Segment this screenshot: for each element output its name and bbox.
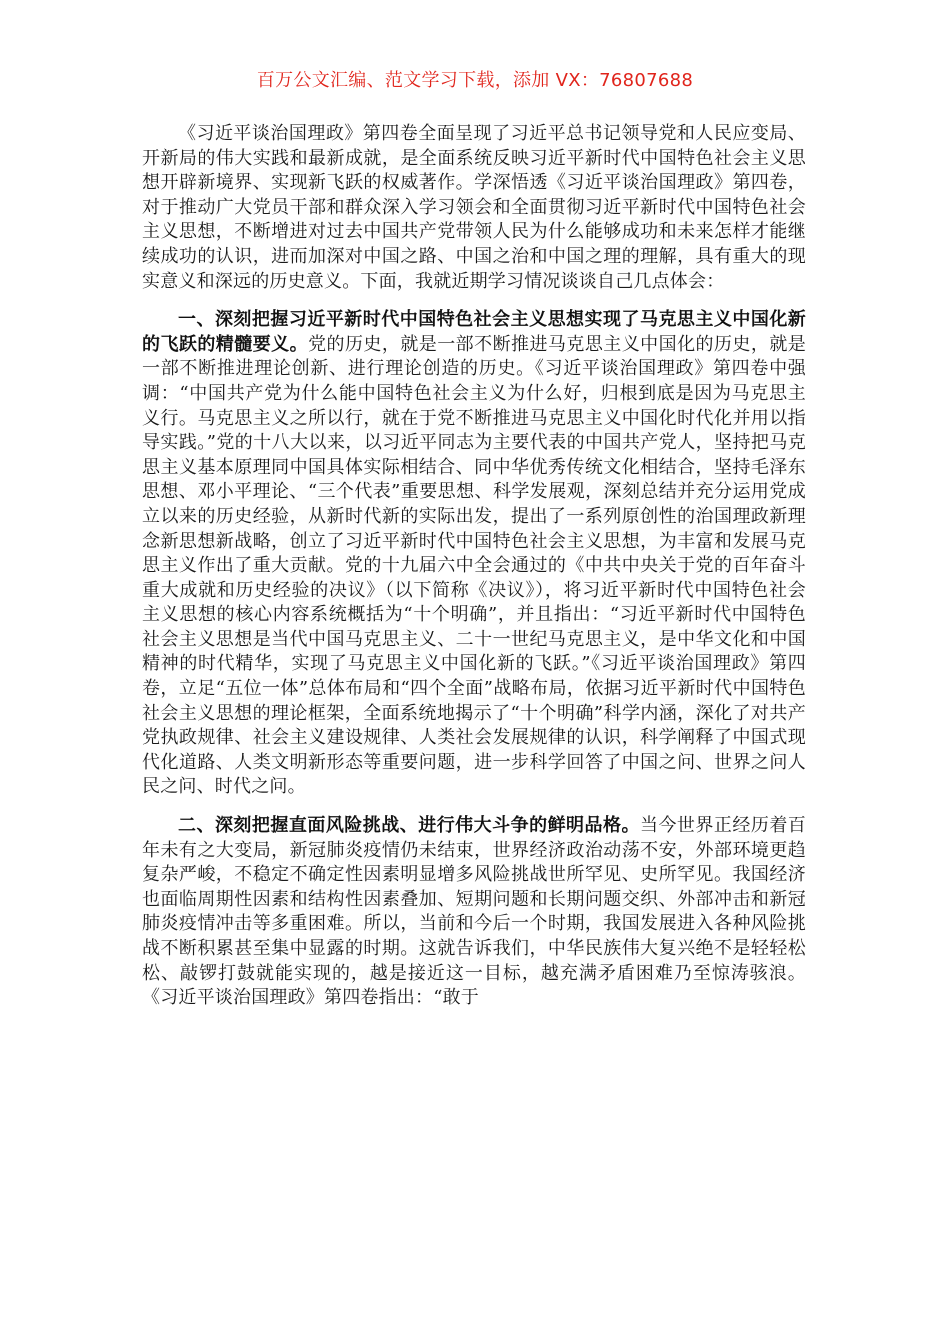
paragraph-intro bbox=[142, 122, 806, 294]
paragraph-intro-text: 《习近平谈治国理政》第四卷全面呈现了习近平总书记领导党和人民应变局、开新局的伟大实践和最新成就，是全面系统反映习近平新时代中国特色社会主义思想开辟新境界、实现新飞跃的权威著作。学深悟透《习近平谈治国理政》第四卷，对于推动广大党员干部和群众深入学习领会和全面贯彻习近平新时代中国特色社会主义思想，不断增进对过去中国共产党带领人民为什么能够成功和未来怎样才能继续成功的认识，进而加深对中国之路、中国之治和中国之理的理解，具有重大的现实意义和深远的历史意义。下面，我就近期学习情况谈谈自己几点体会： bbox=[142, 123, 806, 292]
paragraph-section-one bbox=[142, 308, 806, 800]
document-body bbox=[142, 122, 806, 1011]
paragraph-section-two bbox=[142, 814, 806, 1011]
section-one-text: 党的历史，就是一部不断推进马克思主义中国化的历史，就是一部不断推进理论创新、进行理论创造的历史。《习近平谈治国理政》第四卷中强调：“中国共产党为什么能中国特色社会主义为什么好，归根到底是因为马克思主义行。马克思主义之所以行，就在于党不断推进马克思主义中国化时代化并用以指导实践。”党的十八大以来，以习近平同志为主要代表的中国共产党人，坚持把马克思主义基本原理同中国具体实际相结合、同中华优秀传统文化相结合，坚持毛泽东思想、邓小平理论、“三个代表”重要思想、科学发展观，深刻总结并充分运用党成立以来的历史经验，从新时代新的实际出发，提出了一系列原创性的治国理政新理念新思想新战略，创立了习近平新时代中国特色社会主义思想，为丰富和发展马克思主义作出了重大贡献。党的十九届六中全会通过的《中共中央关于党的百年奋斗重大成就和历史经验的决议》（以下简称《决议》），将习近平新时代中国特色社会主义思想的核心内容系统概括为“十个明确”，并且指出：“习近平新时代中国特色社会主义思想是当代中国马克思主义、二十一世纪马克思主义，是中华文化和中国精神的时代精华，实现了马克思主义中国化新的飞跃。”《习近平谈治国理政》第四卷，立足“五位一体”总体布局和“四个全面”战略布局，依据习近平新时代中国特色社会主义思想的理论框架，全面系统地揭示了“十个明确”科学内涵，深化了对共产党执政规律、社会主义建设规律、人类社会发展规律的认识，科学阐释了中国式现代化道路、人类文明新形态等重要问题，进一步科学回答了中国之问、世界之问人民之问、时代之问。 bbox=[142, 333, 806, 798]
section-two-text: 当今世界正经历着百年未有之大变局，新冠肺炎疫情仍未结束，世界经济政治动荡不安，外部环境更趋复杂严峻，不稳定不确定性因素明显增多风险挑战世所罕见、史所罕见。我国经济也面临周期性因素和结构性因素叠加、短期问题和长期问题交织、外部冲击和新冠肺炎疫情冲击等多重困难。所以，当前和今后一个时期，我国发展进入各种风险挑战不断积累甚至集中显露的时期。这就告诉我们，中华民族伟大复兴绝不是轻轻松松、敲锣打鼓就能实现的，越是接近这一目标，越充满矛盾困难乃至惊涛骇浪。《习近平谈治国理政》第四卷指出：“敢于 bbox=[142, 815, 806, 1009]
header-watermark-text: 百万公文汇编、范文学习下载，添加 VX：76807688 bbox=[256, 70, 694, 91]
section-one-heading: 一、深刻把握习近平新时代中国特色社会主义思想实现了马克思主义中国化新的飞跃的精髓要义。 bbox=[142, 309, 806, 355]
section-two-heading: 二、深刻把握直面风险挑战、进行伟大斗争的鲜明品格。 bbox=[178, 815, 640, 837]
